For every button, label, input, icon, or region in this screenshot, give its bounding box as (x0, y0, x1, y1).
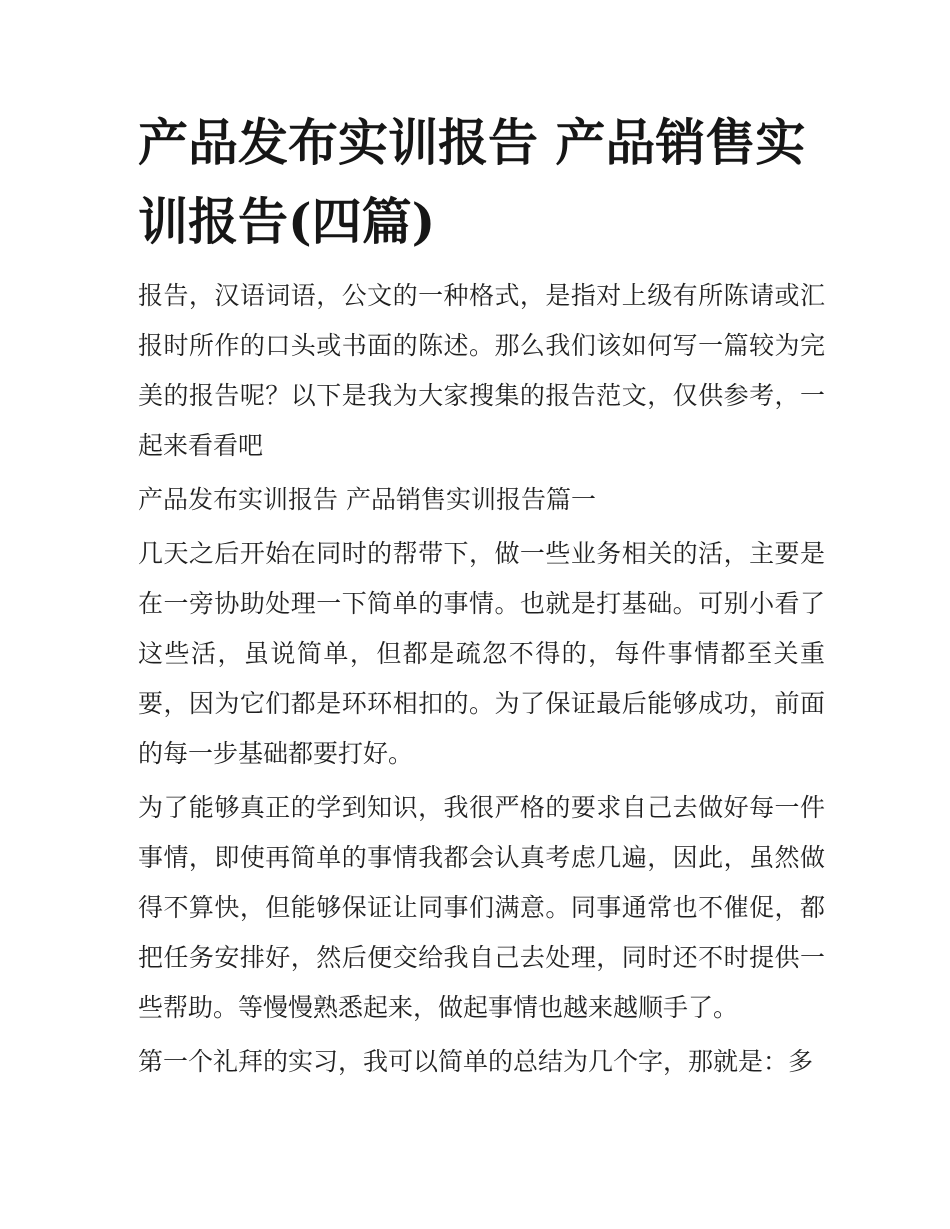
section-heading: 产品发布实训报告 产品销售实训报告篇一 (138, 485, 596, 514)
paragraph-intro: 报告，汉语词语，公文的一种格式，是指对上级有所陈请或汇报时所作的口头或书面的陈述。那么我们该如何写一篇较为完美的报告呢？以下是我为大家搜集的报告范文，仅供参考，一起来看看吧 (138, 281, 825, 460)
document-content (138, 0, 825, 1087)
paragraph-body-3-truncated: 第一个礼拜的实习，我可以简单的总结为几个字，那就是：多 (138, 1047, 814, 1076)
paragraph-body-1: 几天之后开始在同时的帮带下，做一些业务相关的活，主要是在一旁协助处理一下简单的事情。也就是打基础。可别小看了这些活，虽说简单，但都是疏忽不得的，每件事情都至关重要，因为它们都是环环相扣的。为了保证最后能够成功，前面的每一步基础都要打好。 (138, 539, 825, 768)
document-title: 产品发布实训报告 产品销售实训报告(四篇) (138, 113, 806, 251)
paragraph-body-2: 为了能够真正的学到知识，我很严格的要求自己去做好每一件事情，即使再简单的事情我都会认真考虑几遍，因此，虽然做得不算快，但能够保证让同事们满意。同事通常也不催促，都把任务安排好，然后便交给我自己去处理，同时还不时提供一些帮助。等慢慢熟悉起来，做起事情也越来越顺手了。 (138, 793, 825, 1022)
